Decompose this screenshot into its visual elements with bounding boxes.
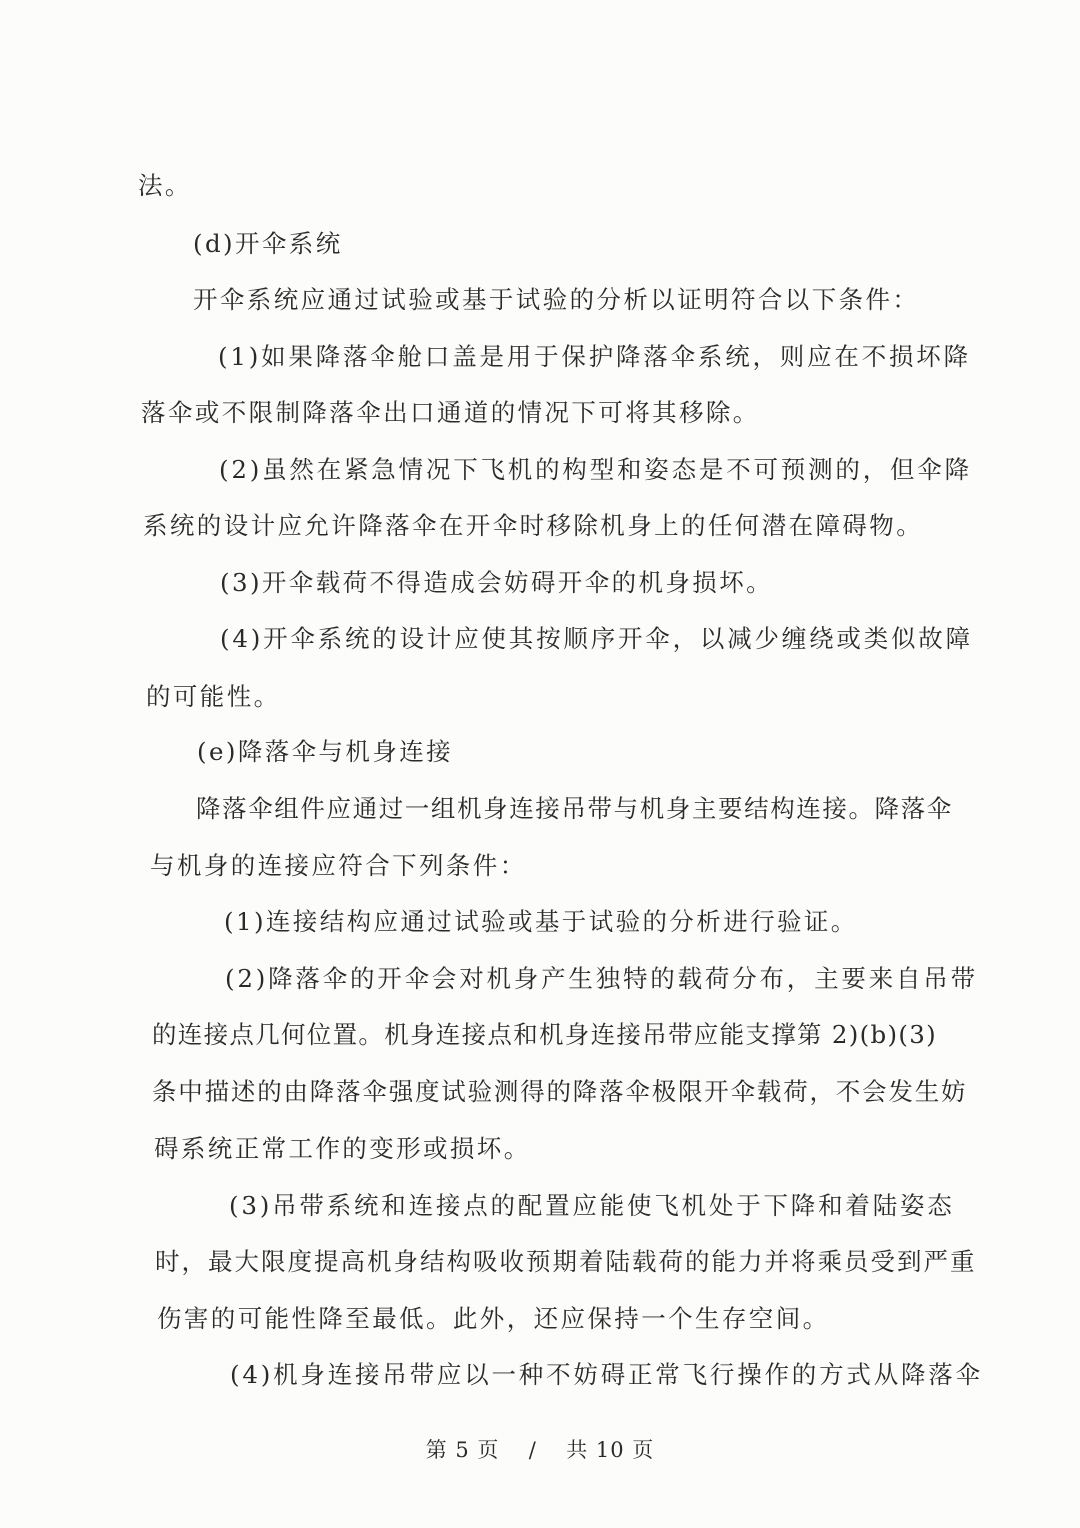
page-footer [0,1436,1080,1464]
body-line: 落伞或不限制降落伞出口通道的情况下可将其移除。 [141,398,760,427]
body-line: (3)开伞载荷不得造成会妨碍开伞的机身损坏。 [220,568,774,597]
body-line: 开伞系统应通过试验或基于试验的分析以证明符合以下条件： [193,285,920,314]
body-line: 时，最大限度提高机身结构吸收预期着陆载荷的能力并将乘员受到严重 [155,1247,977,1276]
body-line: 伤害的可能性降至最低。此外，还应保持一个生存空间。 [157,1304,830,1333]
body-line: (4)机身连接吊带应以一种不妨碍正常飞行操作的方式从降落伞 [230,1360,983,1389]
body-line: 条中描述的由降落伞强度试验测得的降落伞极限开伞载荷，不会发生妨 [152,1077,968,1106]
body-line: (1)连接结构应通过试验或基于试验的分析进行验证。 [224,907,858,936]
section-heading-e: (e)降落伞与机身连接 [197,737,454,766]
body-line: 与机身的连接应符合下列条件： [150,851,527,880]
body-line: 的连接点几何位置。机身连接点和机身连接吊带应能支撑第 2)(b)(3) [152,1020,937,1049]
body-line: (1)如果降落伞舱口盖是用于保护降落伞系统，则应在不损坏降 [218,342,971,371]
body-line: 系统的设计应允许降落伞在开伞时移除机身上的任何潜在障碍物。 [143,511,924,540]
body-line: 法。 [138,171,192,200]
page-separator: / [528,1438,537,1462]
body-line: (3)吊带系统和连接点的配置应能使飞机处于下降和着陆姿态 [229,1191,955,1220]
body-line: 碍系统正常工作的变形或损坏。 [154,1134,531,1163]
page-total: 共 10 页 [566,1438,655,1462]
page-number: 第 5 页 [425,1438,500,1462]
body-line: (2)降落伞的开伞会对机身产生独特的载荷分布，主要来自吊带 [225,964,978,993]
body-line: 降落伞组件应通过一组机身连接吊带与机身主要结构连接。降落伞 [196,794,953,823]
body-line: (4)开伞系统的设计应使其按顺序开伞，以减少缠绕或类似故障 [220,624,973,653]
body-line: 的可能性。 [146,682,281,711]
body-line: (2)虽然在紧急情况下飞机的构型和姿态是不可预测的，但伞降 [219,455,972,484]
section-heading-d: (d)开伞系统 [193,229,343,258]
